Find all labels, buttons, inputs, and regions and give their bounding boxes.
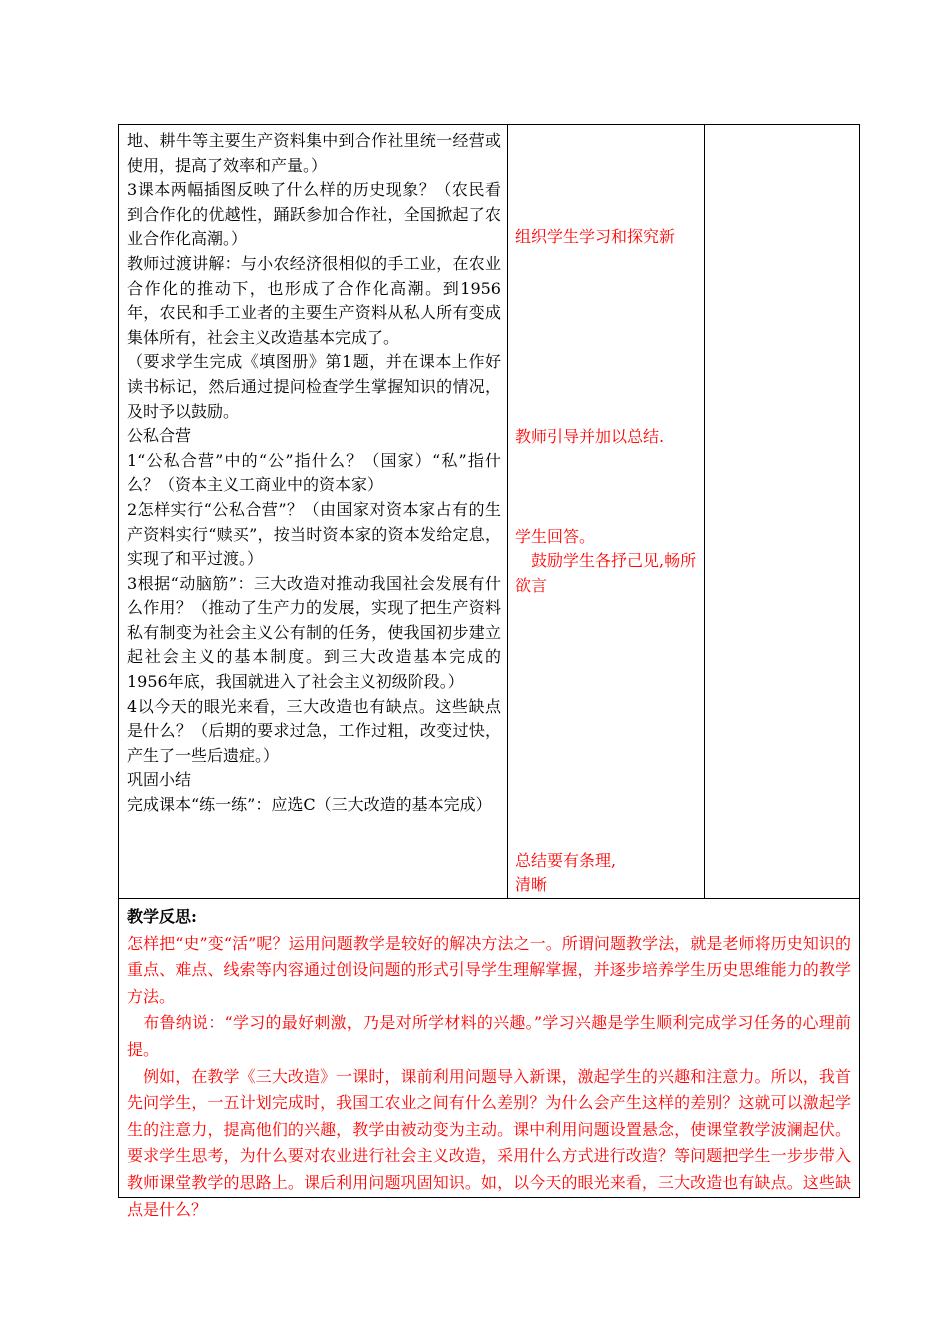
process-paragraph: 2怎样实行“公私合营”？（由国家对资本家占有的生产资料实行“赎买”，按当时资本家的资本发给定息，实现了和平过渡。） bbox=[127, 499, 501, 569]
process-paragraph: 3根据“动脑筋”：三大改造对推动我国社会发展有什么作用？（推动了生产力的发展，实现了把生产资料私有制变为社会主义公有制的任务，使我国初步建立起社会主义的基本制度。到三大改造基本完成的1956年底，我国就进入了社会主义初级阶段。） bbox=[127, 573, 501, 692]
process-paragraph: 地、耕牛等主要生产资料集中到合作社里统一经营或使用，提高了效率和产量。） bbox=[127, 131, 501, 175]
design-note: 鼓励学生各抒己见,畅所欲言 bbox=[515, 551, 697, 595]
teaching-process-column bbox=[127, 129, 501, 818]
design-note: 组织学生学习和探究新 bbox=[515, 227, 676, 246]
column-divider-2 bbox=[704, 125, 705, 898]
process-paragraph: （要求学生完成《填图册》第1题，并在课本上作好读书标记，然后通过提问检查学生掌握知识的情况，及时予以鼓励。 bbox=[127, 352, 501, 421]
process-paragraph: 3课本两幅插图反映了什么样的历史现象？（农民看到合作化的优越性，踊跃参加合作社，全国掀起了农业合作化高潮。） bbox=[127, 180, 501, 249]
reflection-heading: 教学反思: bbox=[127, 907, 197, 926]
design-note: 总结要有条理, bbox=[515, 851, 617, 870]
reflection-paragraph: 布鲁纳说：“学习的最好刺激，乃是对所学材料的兴趣。”学习兴趣是学生顺利完成学习任务的心理前提。 bbox=[127, 1013, 851, 1059]
design-note: 学生回答。 bbox=[515, 527, 596, 546]
reflection-paragraph: 例如，在教学《三大改造》一课时，课前利用问题导入新课，激起学生的兴趣和注意力。所以，我首先问学生，一五计划完成时，我国工农业之间有什么差别？为什么会产生这样的差别？这就可以激起学生的注意力，提高他们的兴趣，教学由被动变为主动。课中利用问题设置悬念，使课堂教学波澜起伏。要求学生思考，为什么要对农业进行社会主义改造，采用什么方式进行改造？等问题把学生一步步带入教师课堂教学的思路上。课后利用问题巩固知识。如，以今天的眼光来看，三大改造也有缺点。这些缺点是什么？ bbox=[127, 1066, 851, 1219]
section-heading: 公私合营 bbox=[127, 426, 192, 446]
reflection-paragraph: 怎样把“史”变“活”呢？运用问题教学是较好的解决方法之一。所谓问题教学法，就是老师将历史知识的重点、难点、线索等内容通过创设问题的形式引导学生理解掌握，并逐步培养学生历史思维能力的教学方法。 bbox=[127, 933, 851, 1006]
process-paragraph: 1“公私合营”中的“公”指什么？（国家）“私”指什么？（资本主义工商业中的资本家） bbox=[127, 450, 501, 495]
design-note: 清晰 bbox=[515, 875, 548, 894]
process-paragraph: 完成课本“练一练”：应选C（三大改造的基本完成） bbox=[127, 795, 492, 815]
process-paragraph: 教师过渡讲解：与小农经济很相似的手工业，在农业合作化的推动下，也形成了合作化高潮。到1956年，农民和手工业者的主要生产资料从私人所有变成集体所有，社会主义改造基本完成了。 bbox=[127, 253, 501, 347]
process-paragraph: 4以今天的眼光来看，三大改造也有缺点。这些缺点是什么？（后期的要求过急，工作过粗，改变过快，产生了一些后遗症。） bbox=[127, 696, 501, 765]
lesson-plan-table bbox=[118, 124, 860, 1219]
design-note: 教师引导并加以总结. bbox=[515, 427, 665, 446]
teaching-reflection bbox=[127, 904, 851, 1223]
section-heading: 巩固小结 bbox=[127, 770, 192, 790]
design-notes-column bbox=[515, 125, 699, 899]
column-divider-1 bbox=[507, 125, 508, 898]
row-divider bbox=[119, 898, 859, 899]
